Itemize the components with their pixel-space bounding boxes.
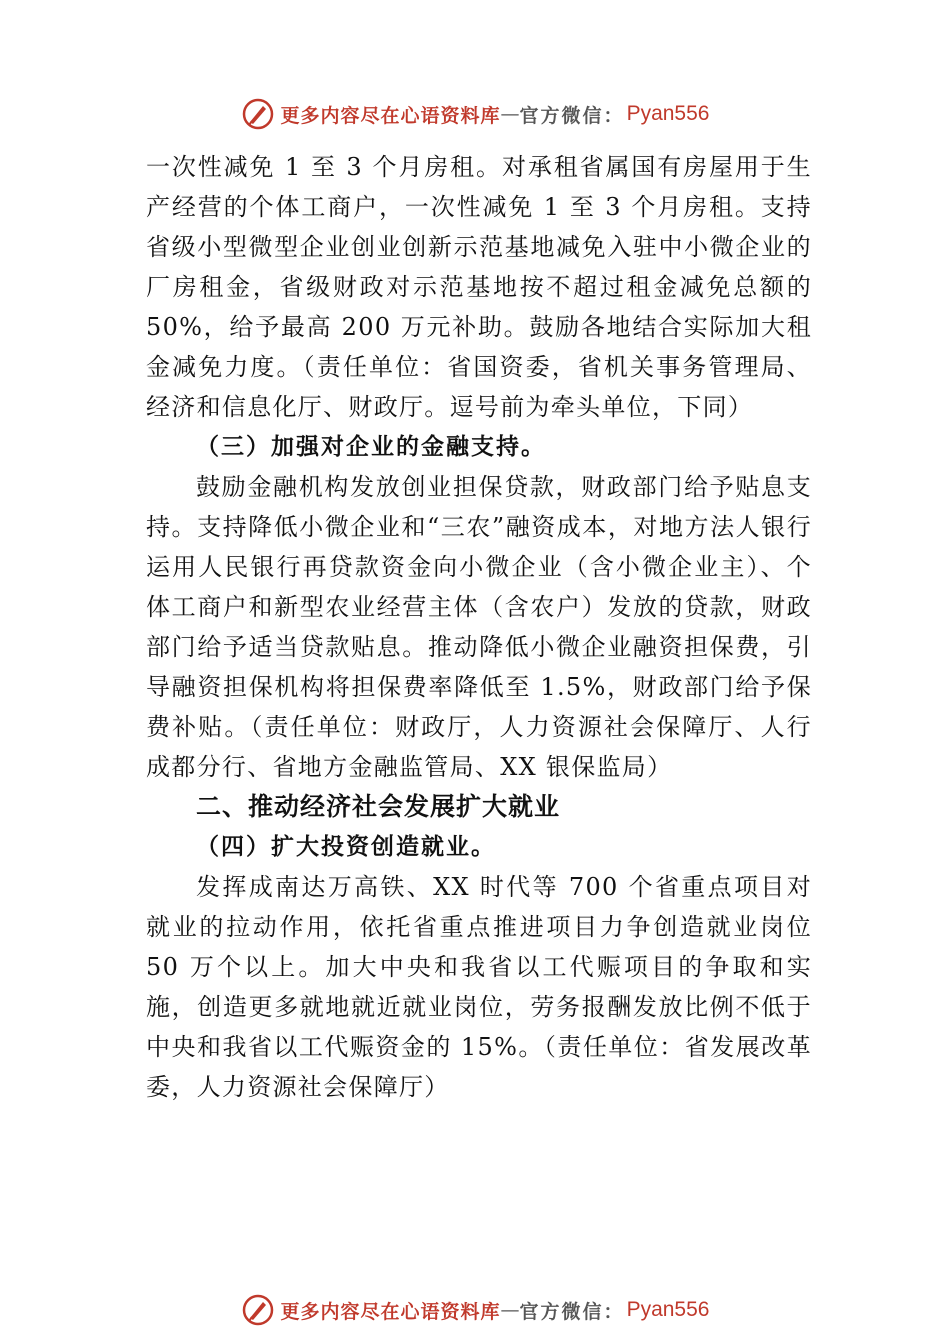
paragraph-finance: 鼓励金融机构发放创业担保贷款，财政部门给予贴息支持。支持降低小微企业和“三农”融资成本，对地方法人银行运用人民银行再贷款资金向小微企业（含小微企业主）、个体工商户和新型农业经营主体（含农户）发放的贷款，财政部门给予适当贷款贴息。推动降低小微企业融资担保费，引导融资担保机构将担保费率降低至 1.5%，财政部门给予保费补贴。（责任单位：财政厅，人力资源社会保障厅、人行成都分行、省地方金融监管局、XX 银保监局） <box>146 473 812 781</box>
document-body <box>146 147 812 1107</box>
banner-brand: 更多内容尽在心语资料库 <box>280 104 501 127</box>
header-banner <box>0 94 950 134</box>
banner-separator: — <box>500 103 520 125</box>
paragraph-investment: 发挥成南达万高铁、XX 时代等 700 个省重点项目对就业的拉动作用，依托省重点推进项目力争创造就业岗位 50 万个以上。加大中央和我省以工代赈项目的争取和实施，创造更多就地就近就业岗位，劳务报酬发放比例不低于中央和我省以工代赈资金的 15%。（责任单位：省发展改革委，人力资源社会保障厅） <box>146 873 812 1101</box>
banner-wechat-id: Pyan556 <box>626 1298 710 1321</box>
banner-brand: 更多内容尽在心语资料库 <box>280 1300 501 1323</box>
paragraph-rent-relief: 一次性减免 1 至 3 个月房租。对承租省属国有房屋用于生产经营的个体工商户，一次性减免 1 至 3 个月房租。支持省级小型微型企业创业创新示范基地减免入驻中小微企业的厂房租金，省级财政对示范基地按不超过租金减免总额的 50%，给予最高 200 万元补助。鼓励各地结合实际加大租金减免力度。（责任单位：省国资委，省机关事务管理局、经济和信息化厅、财政厅。逗号前为牵头单位，下同） <box>146 153 812 421</box>
banner-separator: — <box>500 1299 520 1321</box>
subheading-investment: （四）扩大投资创造就业。 <box>196 833 496 860</box>
subheading-finance: （三）加强对企业的金融支持。 <box>196 433 546 460</box>
section-heading-employment: 二、推动经济社会发展扩大就业 <box>196 793 561 821</box>
footer-banner <box>0 1290 950 1330</box>
quill-logo-icon <box>241 97 275 131</box>
banner-wechat-id: Pyan556 <box>626 102 710 125</box>
banner-wechat-label: 官方微信： <box>519 1300 625 1323</box>
banner-wechat-label: 官方微信： <box>519 104 625 127</box>
quill-logo-icon <box>241 1293 275 1327</box>
